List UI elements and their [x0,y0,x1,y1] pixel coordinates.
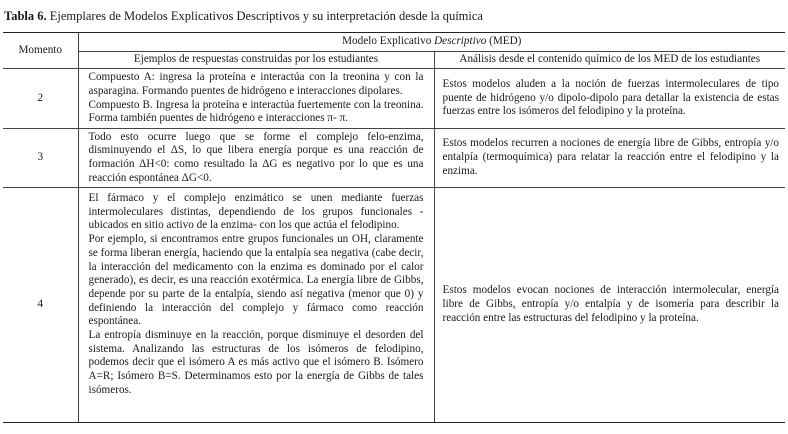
header-med-prefix: Modelo Explicativo [342,35,435,48]
header-med-suffix: (MED) [486,35,522,48]
ejemplo-paragraph: Por ejemplo, si encontramos entre grupos funcionales un OH, claramente se forma liberan energía, haciendo que la entalpía sea negativa (cabe decir, la interacción del medicamento con la enzima es dominado por el calor generado), es decir, es una reacción exotérmica. La energía libre de Gibbs, depende por su parte de la entalpía, siendo así negativa (menor que 0) y definiendo la interacción del complejo y fármaco como reacción espontánea. [88,233,424,328]
cell-momento: 4 [3,188,78,423]
header-ejemplos: Ejemplos de respuestas construidas por los estudiantes [78,52,434,69]
cell-momento: 3 [3,129,78,188]
cell-momento: 2 [3,69,78,129]
caption-text: Ejemplares de Modelos Explicativos Descriptivos y su interpretación desde la química [49,9,483,23]
med-table [3,32,785,423]
ejemplo-paragraph: Compuesto A: ingresa la proteína e interactúa con la treonina y con la asparagina. Formando puentes de hidrógeno e interacciones dipolares. [88,71,424,97]
caption-label: Tabla 6. [4,9,47,23]
table-caption [4,8,483,24]
cell-analisis: Estos modelos aluden a la noción de fuerzas intermoleculares de tipo puente de hidrógeno y/o dipolo-dipolo para detallar la existencia de estas fuerzas entre los isómeros del felodipino y la proteína. [434,69,785,129]
cell-ejemplos [78,69,434,129]
cell-ejemplos [78,129,434,188]
ejemplo-paragraph: Todo esto ocurre luego que se forme el complejo felo-enzima, disminuyendo el ΔS, lo que libera energía porque es una reacción de formación ΔH<0: como resultado la ΔG es negativo por lo que es una reacción espontánea ΔG<0. [88,130,424,184]
header-momento: Momento [3,33,78,69]
ejemplo-paragraph: El fármaco y el complejo enzimático se unen mediante fuerzas intermoleculares distintas, dependiendo de los grupos funcionales -ubicados en sitio activo de la enzima- con los que actúa el felodipino. [88,192,424,232]
table-row [3,188,785,423]
header-med-italic: Descriptivo [434,35,487,48]
ejemplo-paragraph: Compuesto B. Ingresa la proteína e interactúa fuertemente con la treonina. Forma también puentes de hidrógeno e interacciones π- π. [88,98,424,125]
cell-ejemplos [78,188,434,423]
header-analisis: Análisis desde el contenido químico de los MED de los estudiantes [434,52,785,69]
table-row [3,129,785,188]
table-row [3,69,785,129]
ejemplo-paragraph: La entropía disminuye en la reacción, porque disminuye el desorden del sistema. Analizando las estructuras de los isómeros de felodipino, podemos decir que el isómero A es más activo que el isómero B. Isómero A=R; Isómero B=S. Determinamos esto por la energía de Gibbs de tales isómeros. [88,329,424,396]
cell-analisis: Estos modelos evocan nociones de interacción intermolecular, energía libre de Gibbs, entropía y/o entalpía y de isomería para describir la reacción entre las estructuras del felodipino y la proteína. [434,188,785,423]
header-med [78,33,785,52]
cell-analisis: Estos modelos recurren a nociones de energía libre de Gibbs, entropía y/o entalpía (termoquímica) para relatar la reacción entre el felodipino y la enzima. [434,129,785,188]
